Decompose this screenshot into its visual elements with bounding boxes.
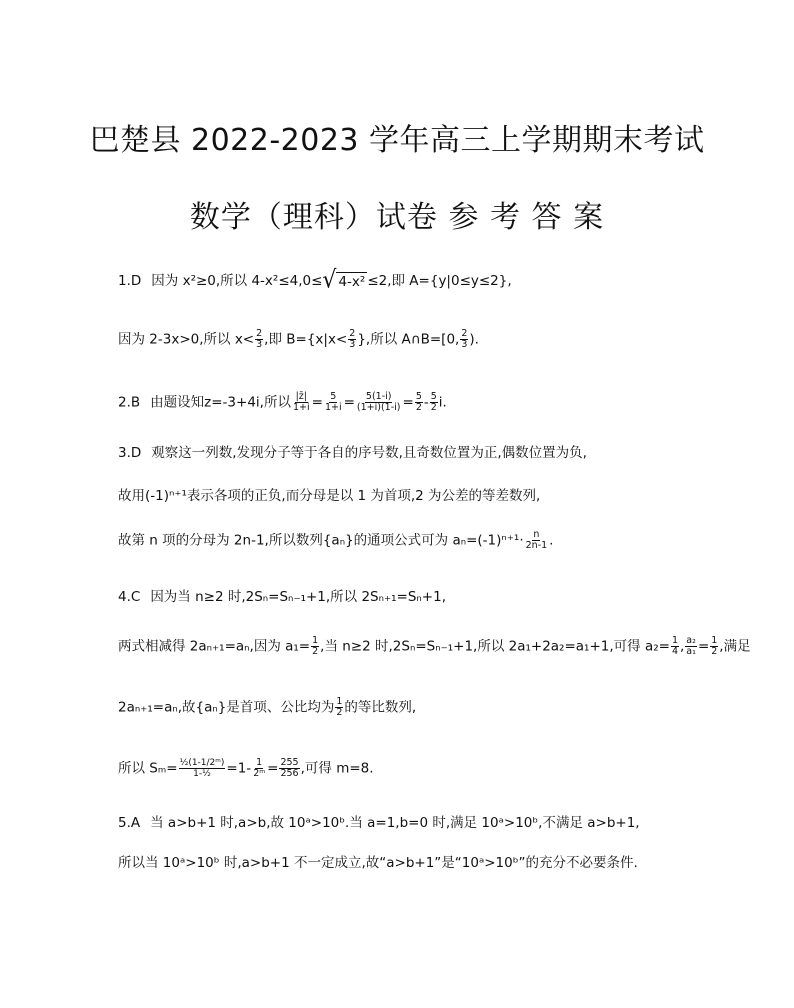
fraction: $\frac{5}{2}$	[415, 391, 422, 413]
q5-label: 5.A	[118, 815, 141, 831]
q3-line-2: 故用(-1)ⁿ⁺¹表示各项的正负,而分母是以 1 为首项,2 为公差的等差数列,	[118, 488, 541, 504]
q1-label: 1.D	[118, 273, 142, 289]
q5-line-1: 5.A 当 a>b+1 时,a>b,故 10ᵃ>10ᵇ.当 a=1,b=0 时,满足 10ᵃ>10ᵇ,不满足 a>b+1,	[118, 815, 640, 831]
fraction: $\frac{\text{a₂}}{\text{a₁}}$	[686, 635, 696, 657]
q3-line-1: 3.D 观察这一列数,发现分子等于各自的序号数,且奇数位置为正,偶数位置为负,	[118, 445, 587, 461]
fraction: $\frac{1}{4}$	[671, 635, 678, 657]
fraction: $\frac{1}{2}$	[336, 696, 343, 718]
q1-line-1: 1.D 因为 x²≥0,所以 4-x²≤4,0≤√ 4-x² ≤2,即 A={y|0≤y≤2},	[118, 266, 512, 295]
fraction: $\frac{1}{2}$	[312, 635, 319, 657]
q4-line-1: 4.C 因为当 n≥2 时,2Sₙ=Sₙ₋₁+1,所以 2Sₙ₊₁=Sₙ+1,	[118, 589, 446, 605]
document-subtitle: 数学（理科）试卷 参 考 答 案	[189, 200, 605, 235]
fraction: $\frac{255}{256}$	[280, 757, 299, 779]
q4-label: 4.C	[118, 589, 141, 605]
q4-line-4: 所以 Sₘ= $\frac{\text{½(1-1/2ᵐ)}}{\text{1-½}}$ =1- $\frac{1}{\text{2ᵐ}}$ = $\frac{255}{256}$ ,可得 m=8.	[118, 757, 374, 779]
fraction: $\frac{5}{1+i}$	[324, 391, 342, 413]
q4-line-2: 两式相减得 2aₙ₊₁=aₙ,因为 a₁= $\frac{1}{2}$ ,当 n≥2 时,2Sₙ=Sₙ₋₁+1,所以 2a₁+2a₂=a₁+1,可得 a₂= $\frac{1}{4}$ , $\frac{\text{a₂}}{\text{a₁}}$ = $\frac{1}{2}$ ,满足	[118, 635, 751, 657]
fraction: $\frac{2}{3}$	[349, 328, 356, 350]
q3-line-3: 故第 n 项的分母为 2n-1,所以数列{aₙ}的通项公式可为 aₙ=(-1)ⁿ⁺¹· $\frac{n}{2n-1}$ .	[118, 529, 554, 551]
fraction: $\frac{5}{2}$	[430, 391, 437, 413]
fraction: $\frac{\text{½(1-1/2ᵐ)}}{\text{1-½}}$	[179, 758, 225, 779]
fraction: $\frac{|z̄|}{1+i}$	[292, 391, 310, 413]
q2-line: 2.B 由题设知z=-3+4i,所以 $\frac{|z̄|}{1+i}$ = $\frac{5}{1+i}$ = $\frac{5(1-i)}{(1+i)(1-i)}$ = $\frac{5}{2}$ - $\frac{5}{2}$ i.	[118, 391, 447, 413]
fraction: $\frac{2}{3}$	[256, 328, 263, 350]
fraction: $\frac{2}{3}$	[461, 328, 468, 350]
q3-label: 3.D	[118, 445, 142, 461]
q5-line-2: 所以当 10ᵃ>10ᵇ 时,a>b+1 不一定成立,故“a>b+1”是“10ᵃ>10ᵇ”的充分不必要条件.	[118, 855, 638, 871]
fraction: $\frac{1}{2}$	[711, 635, 718, 657]
q2-label: 2.B	[118, 394, 141, 411]
fraction: $\frac{5(1-i)}{(1+i)(1-i)}$	[356, 391, 401, 413]
fraction: $\frac{1}{\text{2ᵐ}}$	[253, 757, 266, 779]
q1-line-2: 因为 2-3x>0,所以 x< $\frac{2}{3}$ ,即 B={x|x< $\frac{2}{3}$ },所以 A∩B=[0, $\frac{2}{3}$ ).	[118, 328, 479, 350]
document-title: 巴楚县 2022-2023 学年高三上学期期末考试	[89, 123, 705, 158]
q4-line-3: 2aₙ₊₁=aₙ,故{aₙ}是首项、公比均为 $\frac{1}{2}$ 的等比数列,	[118, 696, 417, 718]
fraction: $\frac{n}{2n-1}$	[525, 529, 548, 551]
q1-sqrt: √ 4-x²	[322, 266, 366, 295]
